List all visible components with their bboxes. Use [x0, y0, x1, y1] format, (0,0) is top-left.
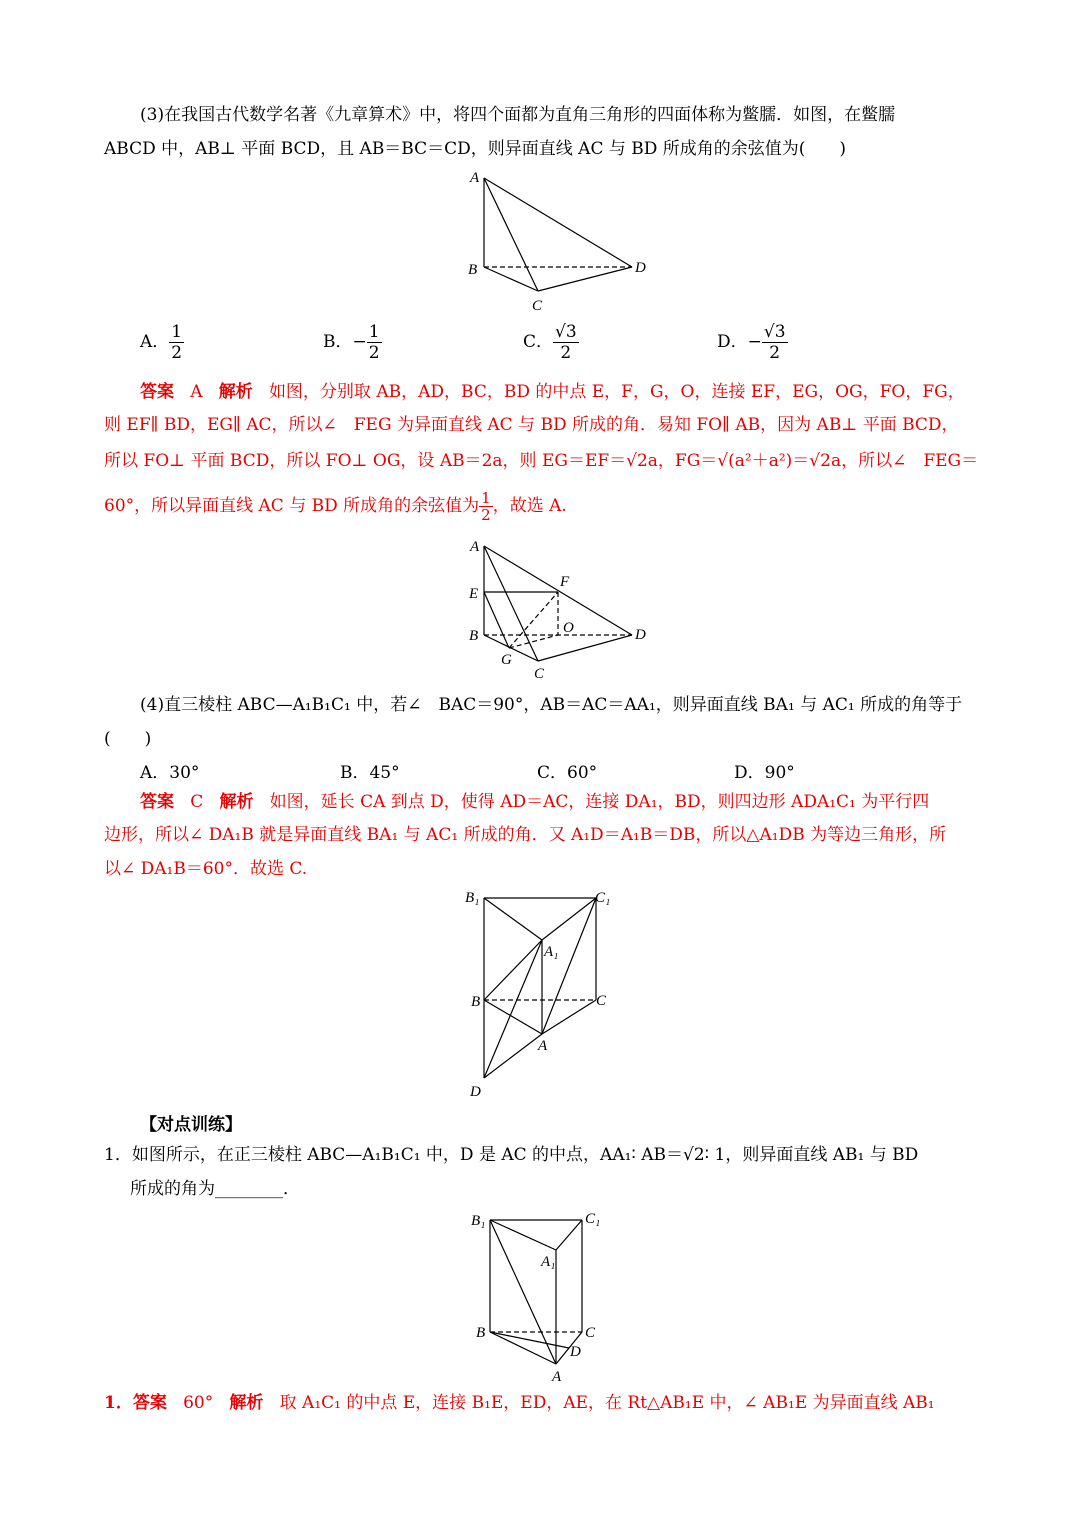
q3-option-d: D．− $\frac{√3}{2}$ — [717, 322, 786, 363]
q4-text-line2: ( ) — [104, 729, 152, 749]
q4-answer-line3: 以∠ DA₁B＝60°．故选 C. — [104, 859, 308, 879]
q3-text-line2: ABCD 中，AB⊥ 平面 BCD，且 AB＝BC＝CD，则异面直线 AC 与 BD 所成角的余弦值为( ) — [104, 139, 847, 159]
label-D: D — [470, 1084, 481, 1100]
label-D: D — [570, 1344, 581, 1360]
section-heading: 【对点训练】 — [140, 1115, 242, 1135]
label-B1: B₁ — [465, 890, 480, 906]
label-A: A — [470, 539, 480, 555]
q3-answer-line4: 60°，所以异面直线 AC 与 BD 所成角的余弦值为 $\frac{1}{2}$ ，故选 A. — [104, 489, 567, 524]
label-B: B — [469, 628, 479, 644]
label-A: A — [538, 1038, 548, 1054]
label-G: G — [501, 652, 512, 668]
label-C: C — [534, 666, 545, 682]
label-C: C — [532, 298, 543, 314]
label-D: D — [635, 260, 646, 276]
q3-solution-figure — [460, 536, 660, 686]
training-answer-line1: 1．答案 60° 解析 取 A₁C₁ 的中点 E，连接 B₁E，ED，AE，在 Rt△AB₁E 中，∠ AB₁E 为异面直线 AB₁ — [104, 1393, 935, 1413]
label-D: D — [635, 627, 646, 643]
q3-tetrahedron-figure — [460, 168, 660, 318]
label-A1: A₁ — [541, 1254, 556, 1270]
label-O: O — [563, 620, 574, 636]
q3-option-c: C． $\frac{√3}{2}$ — [523, 322, 577, 363]
q4-option-a: A．30° — [140, 763, 200, 783]
q4-option-d: D．90° — [734, 763, 795, 783]
q3-option-b: B．− $\frac{1}{2}$ — [323, 322, 380, 363]
q3-answer-line3: 所以 FO⊥ 平面 BCD，所以 FO⊥ OG，设 AB＝2a，则 EG＝EF＝√2a，FG＝√(a²＋a²)＝√2a，所以∠ FEG＝ — [104, 451, 979, 471]
training-q1-line1: 1．如图所示，在正三棱柱 ABC—A₁B₁C₁ 中，D 是 AC 的中点，AA₁∶ AB＝√2∶ 1，则异面直线 AB₁ 与 BD — [104, 1145, 919, 1165]
label-C: C — [596, 993, 607, 1009]
label-E: E — [469, 586, 479, 602]
label-F: F — [560, 574, 570, 590]
label-C1: C₁ — [595, 890, 611, 906]
label-C1: C₁ — [585, 1211, 601, 1227]
label-C: C — [585, 1325, 596, 1341]
q4-option-c: C．60° — [537, 763, 598, 783]
label-B: B — [468, 262, 478, 278]
label-B: B — [476, 1325, 486, 1341]
q3-text-line1: (3)在我国古代数学名著《九章算术》中，将四个面都为直角三角形的四面体称为鳖臑．如图，在鳖臑 — [140, 105, 896, 125]
q3-option-a: A． $\frac{1}{2}$ — [140, 322, 183, 363]
label-A: A — [552, 1369, 562, 1385]
q4-answer-line1: 答案 C 解析 如图，延长 CA 到点 D，使得 AD＝AC，连接 DA₁，BD，则四边形 ADA₁C₁ 为平行四 — [140, 792, 930, 812]
training-q1-line2: 所成的角为________． — [130, 1179, 300, 1199]
q4-prism-figure — [460, 884, 630, 1099]
q3-answer-line2: 则 EF∥ BD，EG∥ AC，所以∠ FEG 为异面直线 AC 与 BD 所成的角．易知 FO∥ AB，因为 AB⊥ 平面 BCD， — [104, 415, 959, 435]
label-A: A — [470, 170, 480, 186]
training-prism-figure — [466, 1206, 626, 1386]
q4-answer-line2: 边形，所以∠ DA₁B 就是异面直线 BA₁ 与 AC₁ 所成的角．又 A₁D＝A₁B＝DB，所以△A₁DB 为等边三角形，所 — [104, 825, 947, 845]
q4-text-line1: (4)直三棱柱 ABC—A₁B₁C₁ 中，若∠ BAC＝90°，AB＝AC＝AA₁，则异面直线 BA₁ 与 AC₁ 所成的角等于 — [140, 695, 963, 715]
label-B1: B₁ — [471, 1213, 486, 1229]
q3-answer-line1: 答案 A 解析 如图，分别取 AB，AD，BC，BD 的中点 E，F，G，O，连接 EF，EG，OG，FO，FG， — [140, 382, 965, 402]
label-B: B — [471, 994, 481, 1010]
q4-option-b: B．45° — [340, 763, 400, 783]
label-A1: A₁ — [544, 944, 559, 960]
